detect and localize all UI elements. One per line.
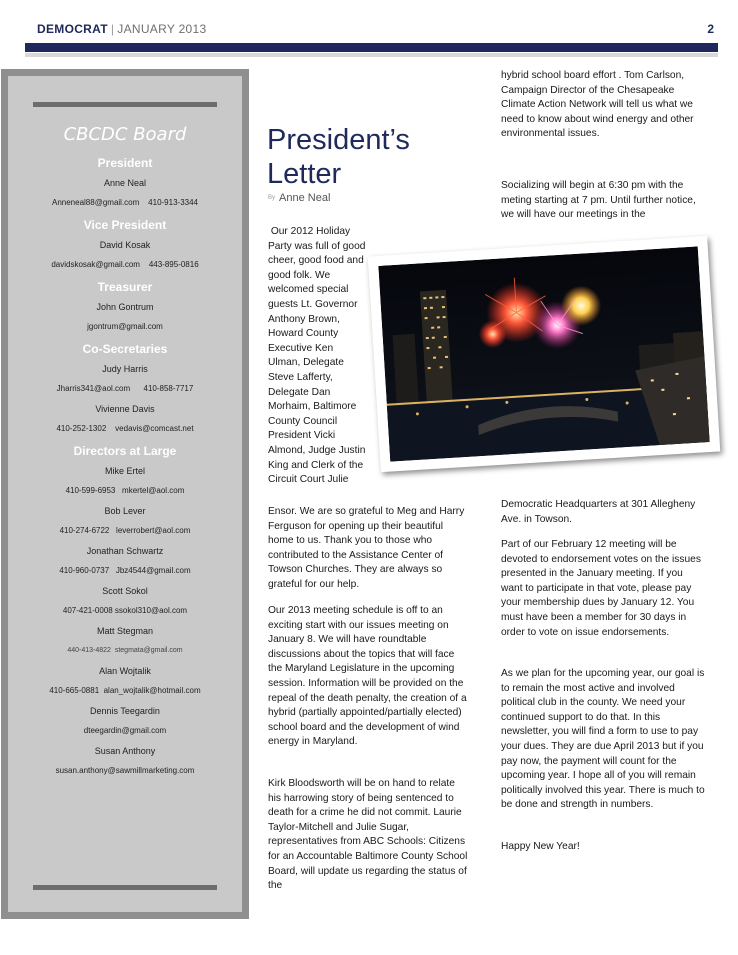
role-heading-treasurer: Treasurer — [97, 280, 153, 294]
member-contact: 410-960-0737 Jbz4544@gmail.com — [59, 566, 191, 575]
paragraph-kirk-bloodsworth: Kirk Bloodsworth will be on hand to relate his harrowing story of being sentenced to death for a crime he did not commit. Laurie Taylor-Mitchell and Julie Sugar, representatives from ABC Schools: Citizens for an Accountable Baltimore County School Board, will update us regarding the status of the — [268, 778, 468, 892]
member-name: Dennis Teegardin — [90, 706, 160, 716]
paragraph-upcoming-year: As we plan for the upcoming year, our goal is to remain the most active and involved political club in the county. We need your continued support to do that. In this newsletter, you will find a form to use to pay your dues. They are due April 2013 but if you pay now, the payment will count for the upcoming year. I hope all of you will remain politically involved this year. There is much to be done and strength in numbers. — [501, 668, 705, 811]
article-title: President’s Letter — [267, 124, 410, 190]
page-number: 2 — [707, 22, 714, 36]
member-contact: 410-599-6953 mkertel@aol.com — [65, 486, 185, 495]
sidebar-bottom-rule — [33, 885, 217, 890]
member-name: Mike Ertel — [104, 466, 145, 476]
member-contact: susan.anthony@sawmillmarketing.com — [55, 766, 195, 775]
member-contact: Anneneal88@gmail.com 410-913-3344 — [52, 198, 198, 207]
paragraph-meeting-schedule: Our 2013 meeting schedule is off to an exciting start with our issues meeting on January 8. We will have roundtable discussions about the topics that will face the Maryland Legislature in the upcoming session. Information will be provided on the repeal of the death penalty, the creation of a hybrid (partially appointed/partially elected) school board and the development of wind energy in Maryland. — [268, 605, 467, 748]
member-name: Scott Sokol — [102, 586, 148, 596]
member-name: Susan Anthony — [94, 746, 156, 756]
member-name: Judy Harris — [102, 364, 148, 374]
board-title: CBCDC Board — [63, 124, 187, 145]
member-contact: 407-421-0008 ssokol310@aol.com — [62, 606, 188, 615]
member-name: Jonathan Schwartz — [86, 546, 164, 556]
member-contact: dteegardin@gmail.com — [83, 726, 167, 735]
member-name: Matt Stegman — [96, 626, 154, 636]
member-name: John Gontrum — [96, 302, 154, 312]
paragraph-hybrid-board: hybrid school board effort . Tom Carlson, Campaign Director of the Chesapeake Climate Action Network will tell us what we need to know about wind energy and other environmental issues. — [501, 70, 694, 140]
byline-label: By — [268, 195, 276, 202]
role-heading-vice-president: Vice President — [83, 218, 167, 232]
role-heading-president: President — [97, 156, 153, 170]
member-contact: jgontrum@gmail.com — [87, 322, 163, 331]
member-contact: davidskosak@gmail.com 443-895-0816 — [51, 260, 199, 269]
byline — [268, 192, 330, 204]
member-contact: Jharris341@aol.com 410-858-7717 — [56, 384, 194, 393]
running-header — [37, 22, 206, 36]
member-name: Vivienne Davis — [95, 404, 155, 414]
sidebar-top-rule — [33, 102, 217, 107]
member-contact: 410-252-1302 vedavis@comcast.net — [56, 424, 194, 433]
board-sidebar-panel — [8, 76, 242, 912]
header-separator: | — [110, 22, 115, 36]
paragraph-february-meeting: Part of our February 12 meeting will be devoted to endorsement votes on the issues presented in the January meeting. If you want to participate in that vote, please pay your membership dues by January 12. You must have been a member for 30 days in order to vote on issue endorsements. — [501, 539, 701, 638]
paragraph-holiday-party-cont: Ensor. We are so grateful to Meg and Harry Ferguson for opening up their beautiful home to us. Thank you to those who contributed to the Assistance Center of Towson Churches. They are always so grateful for our help. — [268, 506, 465, 590]
header-rule-shadow — [25, 53, 718, 57]
board-sidebar — [1, 69, 249, 919]
publication-name: DEMOCRAT — [37, 22, 108, 36]
fireworks-harbor-image — [378, 246, 709, 461]
member-contact: 410-274-6722 leverrobert@aol.com — [59, 526, 191, 535]
member-name: Alan Wojtalik — [99, 666, 151, 676]
paragraph-headquarters: Democratic Headquarters at 301 Allegheny Ave. in Towson. — [501, 499, 696, 525]
header-rule — [25, 43, 718, 52]
role-heading-co-secretaries: Co-Secretaries — [82, 342, 168, 356]
board-list — [16, 124, 234, 781]
paragraph-socializing: Socializing will begin at 6:30 pm with the meting starting at 7 pm. Until further notice, we will have our meetings in the — [501, 180, 696, 221]
member-name: Bob Lever — [104, 506, 146, 516]
paragraph-holiday-party: Our 2012 Holiday Party was full of good cheer, good food and good folk. We welcomed special guests Lt. Governor Anthony Brown, Howard County Executive Ken Ulman, Delegate Steve Lafferty, Delegate Dan Morhaim, Baltimore County Council President Vicki Almond, Judge Justin King and Clerk of the Circuit Court Julie — [268, 226, 369, 486]
member-contact: 440-413-4822 stegmata@gmail.com — [67, 647, 183, 654]
fireworks-photo — [368, 236, 721, 472]
member-name: Anne Neal — [103, 178, 147, 188]
author-name: Anne Neal — [279, 192, 331, 204]
closing-greeting: Happy New Year! — [501, 841, 580, 852]
role-heading-directors-at-large: Directors at Large — [73, 444, 177, 458]
member-name: David Kosak — [99, 240, 151, 250]
member-contact: 410-665-0881 alan_wojtalik@hotmail.com — [49, 686, 201, 695]
issue-date: JANUARY 2013 — [117, 22, 207, 36]
